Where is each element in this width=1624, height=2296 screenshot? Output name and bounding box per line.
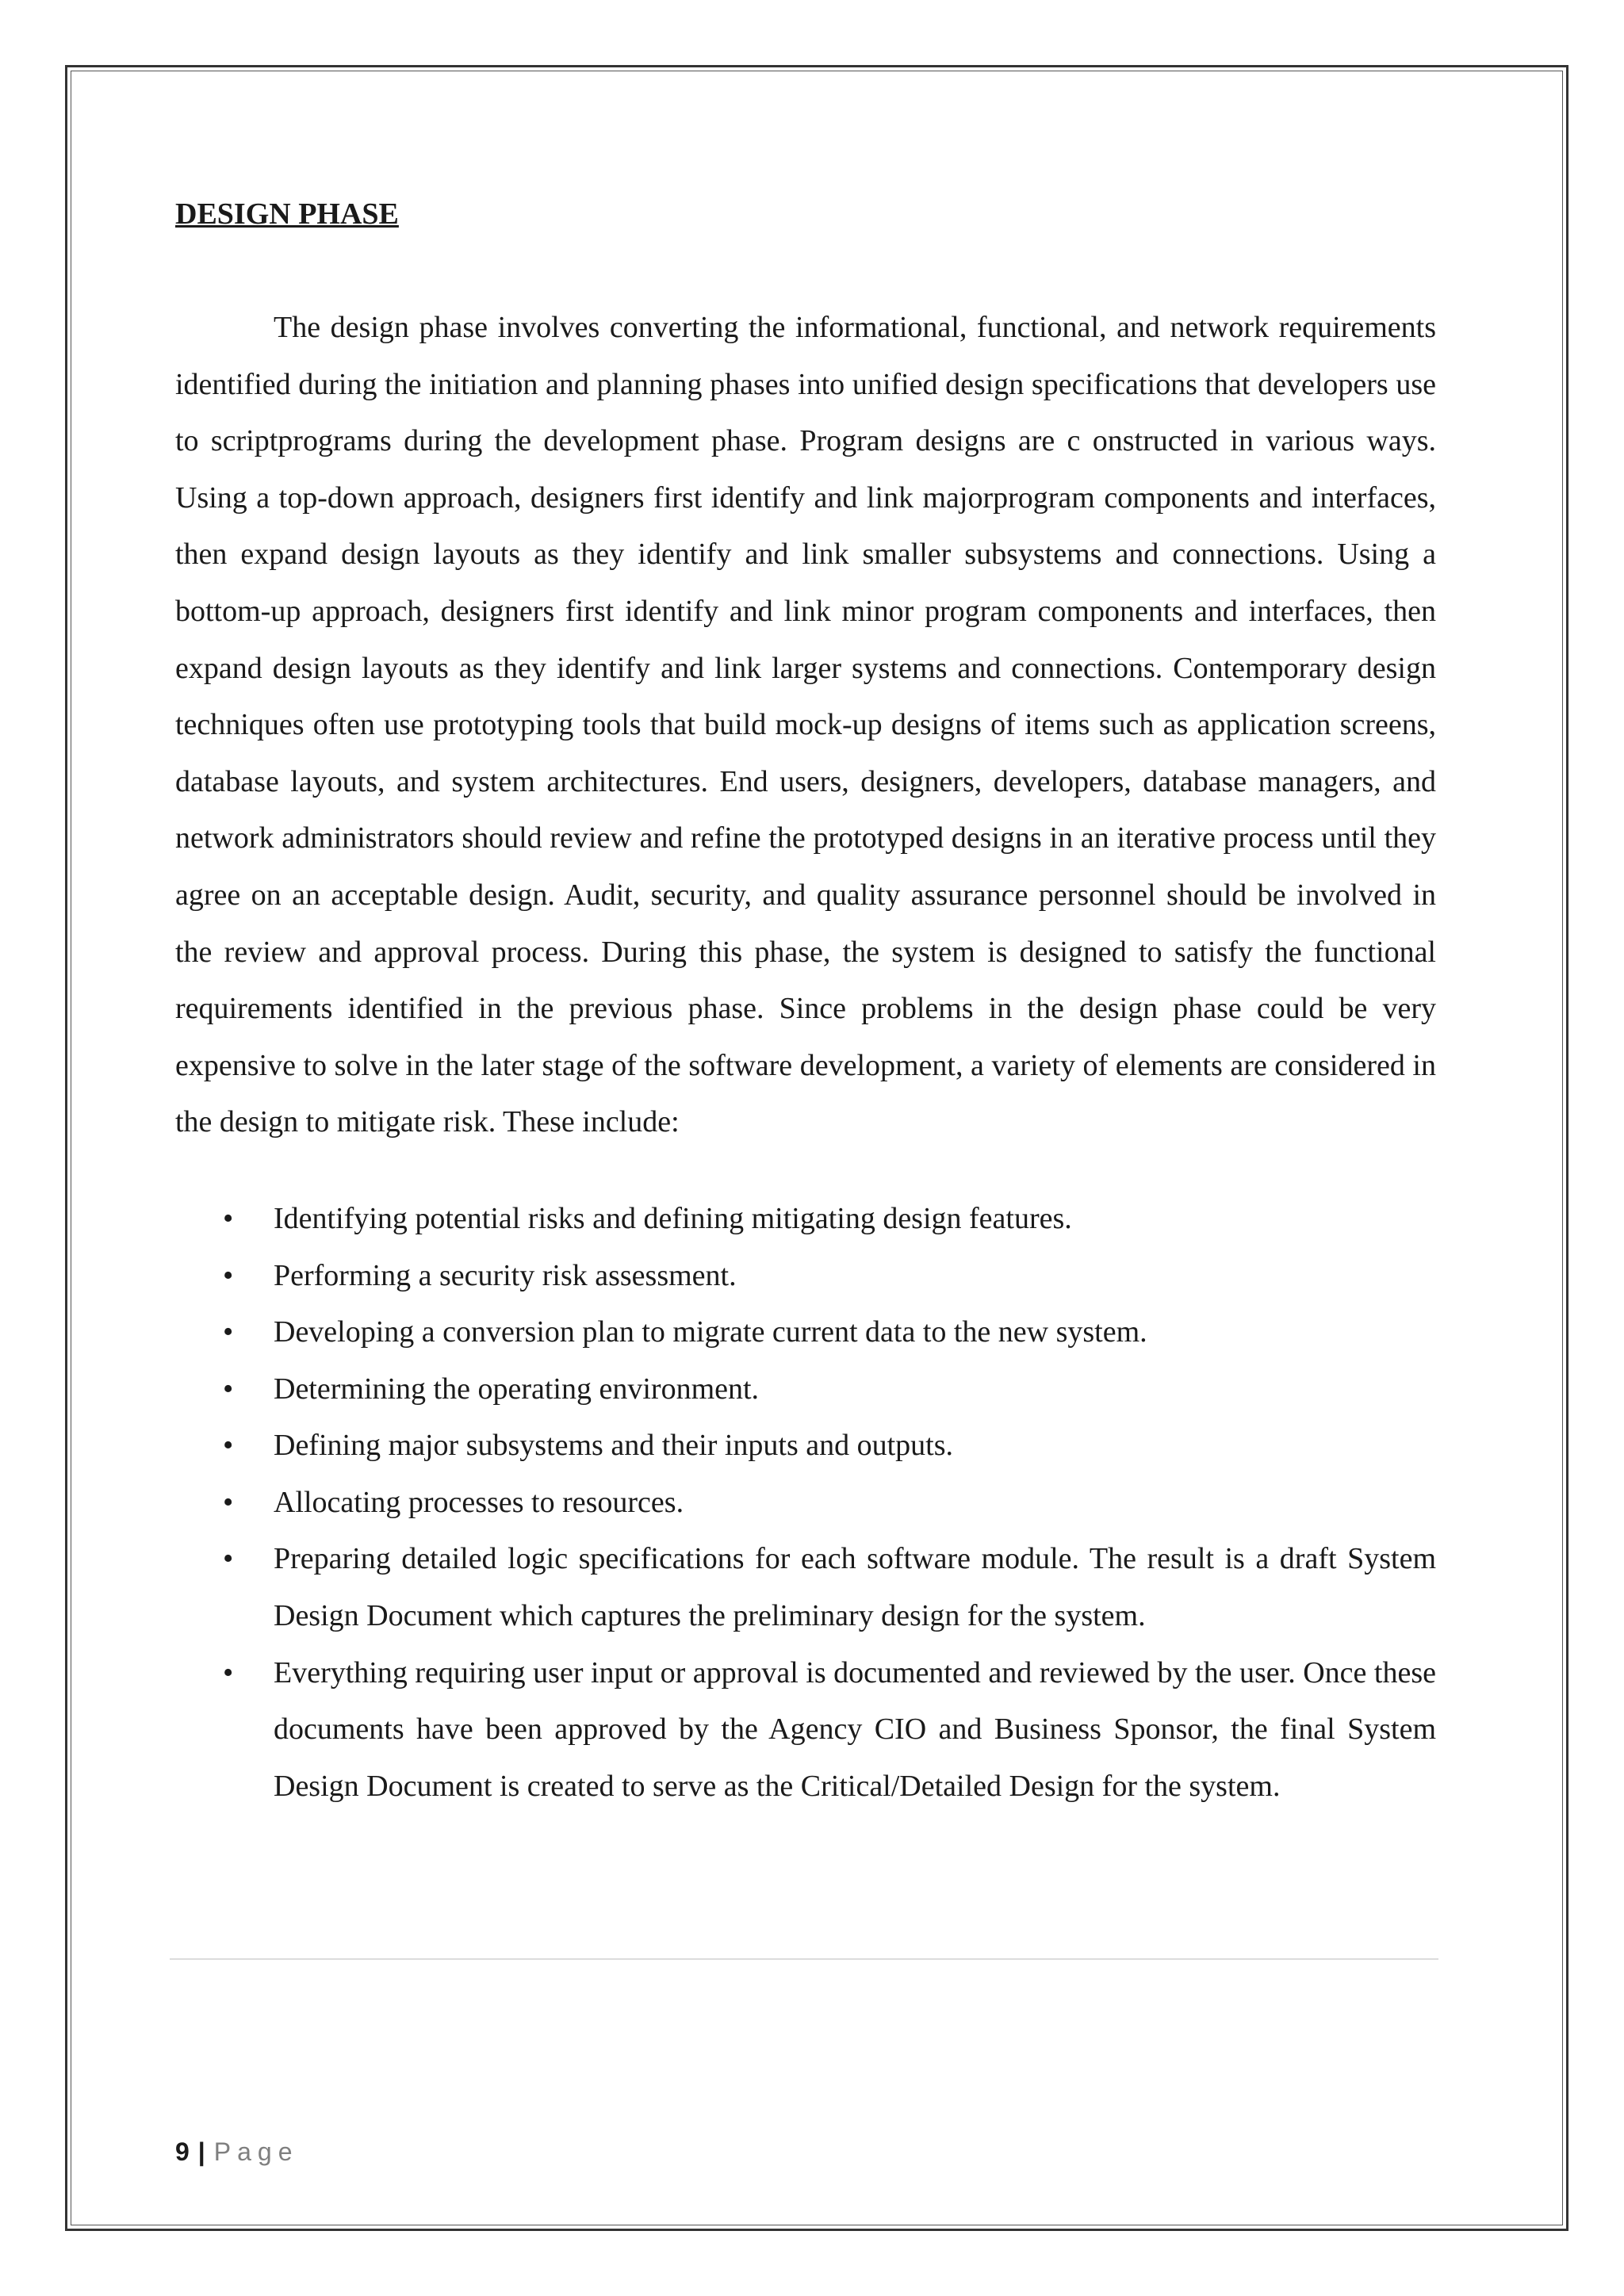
list-item (175, 1418, 1436, 1475)
section-heading: DESIGN PHASE (175, 197, 399, 231)
list-item-text: Performing a security risk assessment. (274, 1258, 737, 1292)
list-item (175, 1531, 1436, 1644)
bullet-marker: • (223, 1258, 234, 1292)
list-item (175, 1248, 1436, 1305)
bullet-marker: • (223, 1201, 234, 1235)
list-item-text: Allocating processes to resources. (274, 1485, 684, 1519)
page-content (175, 186, 1436, 1815)
bullet-marker: • (223, 1315, 234, 1349)
list-item-text: Identifying potential risks and defining mitigating design features. (274, 1201, 1072, 1235)
page-label: Page (213, 2137, 299, 2166)
list-item-text: Defining major subsystems and their inputs and outputs. (274, 1429, 954, 1463)
list-item (175, 1645, 1436, 1816)
bullet-list (175, 1191, 1436, 1816)
bullet-marker: • (223, 1542, 234, 1576)
list-item (175, 1475, 1436, 1532)
footer-divider (170, 1958, 1438, 1960)
bullet-marker: • (223, 1429, 234, 1463)
footer-separator: | (197, 2137, 206, 2166)
bullet-marker: • (223, 1372, 234, 1406)
bullet-marker: • (223, 1485, 234, 1519)
body-paragraph: The design phase involves converting the informational, functional, and network requirements identified during the initiation and planning phases into unified design specifications that developers use to scriptprograms during the development phase. Program designs are c onstructed in various ways. Using a top-down approach, designers first identify and link majorprogram components and interfaces, then expand design layouts as they identify and link smaller subsystems and connections. Using a bottom-up approach, designers first identify and link minor program components and interfaces, then expand design layouts as they identify and link larger systems and connections. Contemporary design techniques often use prototyping tools that build mock-up designs of items such as application screens, database layouts, and system architectures. End users, designers, developers, database managers, and network administrators should review and refine the prototyped designs in an iterative process until they agree on an acceptable design. Audit, security, and quality assurance personnel should be involved in the review and approval process. During this phase, the system is designed to satisfy the functional requirements identified in the previous phase. Since problems in the design phase could be very expensive to solve in the later stage of the software development, a variety of elements are considered in the design to mitigate risk. These include: (175, 311, 1436, 1139)
list-item (175, 1361, 1436, 1418)
list-item-text: Developing a conversion plan to migrate current data to the new system. (274, 1315, 1147, 1349)
list-item-text: Everything requiring user input or approval is documented and reviewed by the user. Once these documents have been approved by the Agency CIO and Business Sponsor, the final System Design Document is created to serve as the Critical/Detailed Design for the system. (274, 1655, 1436, 1803)
list-item-text: Determining the operating environment. (274, 1372, 760, 1406)
bullet-marker: • (223, 1655, 234, 1689)
list-item-text: Preparing detailed logic specifications for each software module. The result is a draft System Design Document which captures the preliminary design for the system. (274, 1542, 1436, 1633)
page-number: 9 (175, 2137, 190, 2166)
page-footer (175, 2137, 298, 2167)
list-item (175, 1304, 1436, 1361)
list-item (175, 1191, 1436, 1248)
